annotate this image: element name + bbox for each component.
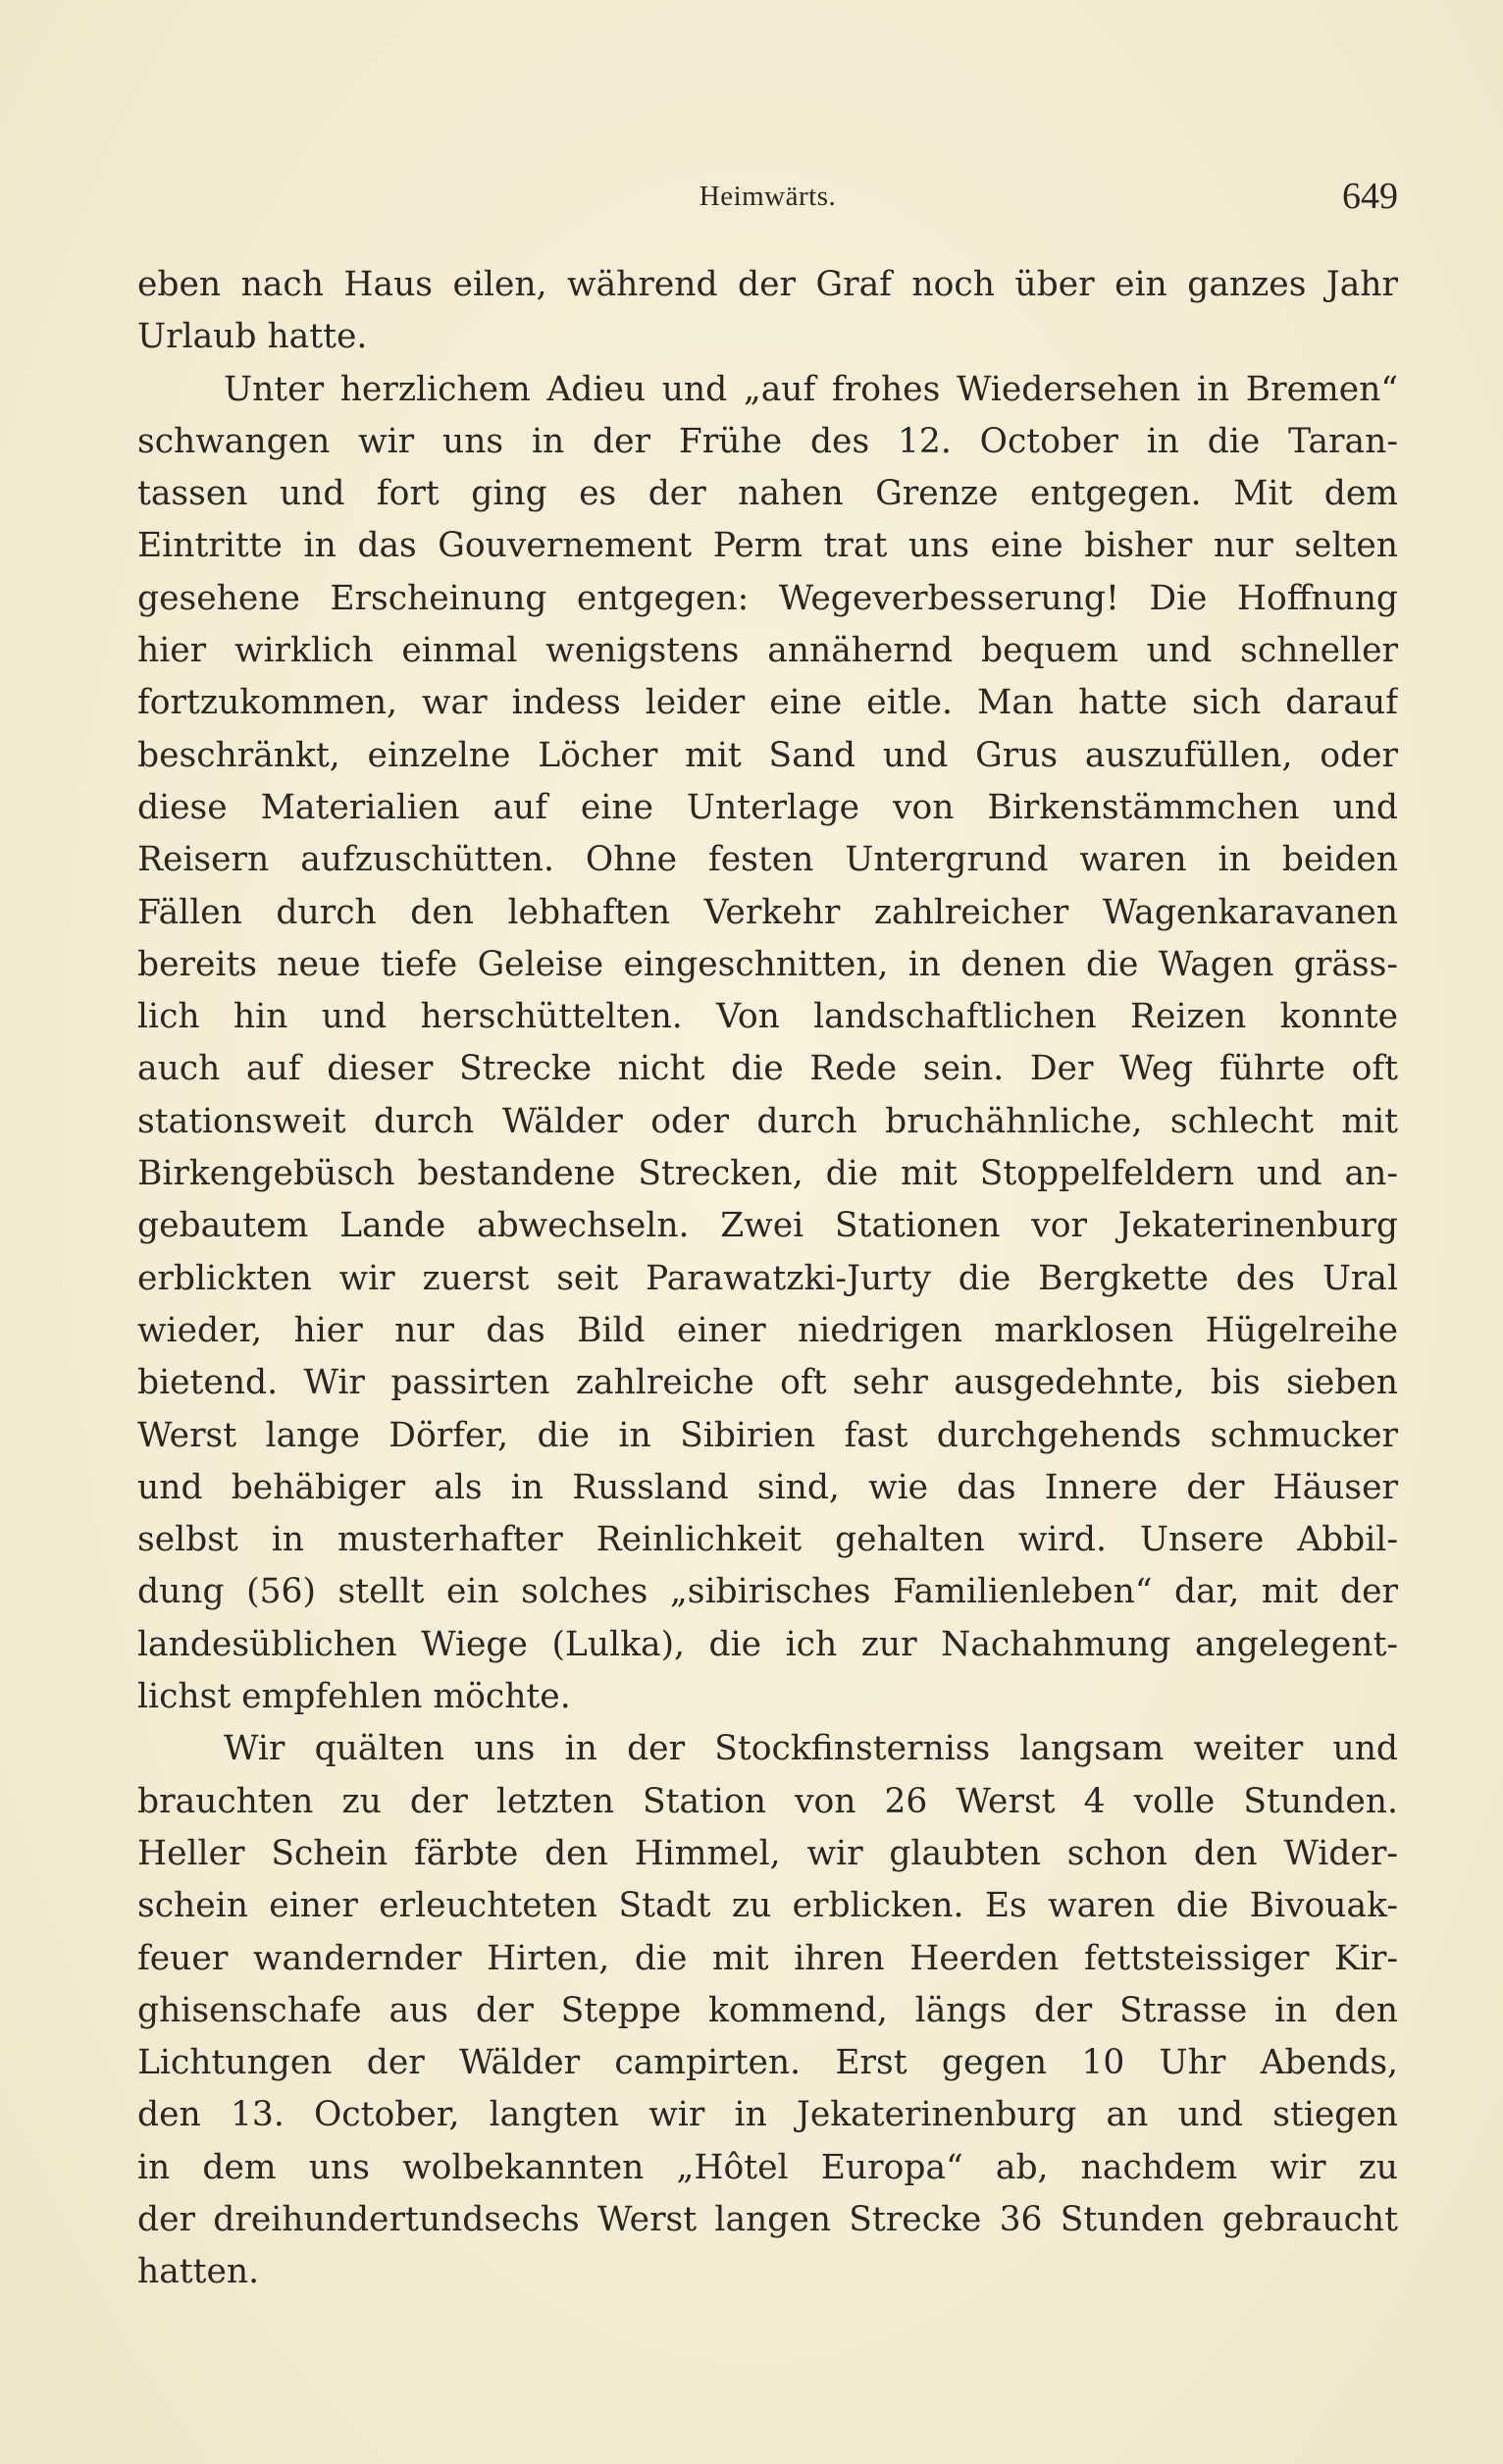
text-line: schein einer erleuchteten Stadt zu erblicken. Es waren die Bivouak- xyxy=(137,1886,1398,1926)
text-line: gebautem Lande abwechseln. Zwei Stationen vor Jekaterinenburg xyxy=(137,1206,1398,1246)
text-line: lichst empfehlen möchte. xyxy=(137,1677,571,1717)
text-line: Wir quälten uns in der Stockfinsterniss langsam weiter und xyxy=(224,1729,1398,1769)
text-line: Unter herzlichem Adieu und „auf frohes Wiedersehen in Bremen“ xyxy=(224,369,1398,409)
text-line: auch auf dieser Strecke nicht die Rede sein. Der Weg führte oft xyxy=(137,1049,1398,1089)
paragraph-3 xyxy=(137,1723,1398,2298)
text-line: bereits neue tiefe Geleise eingeschnitten, in denen die Wagen gräss- xyxy=(137,944,1398,984)
text-line: den 13. October, langten wir in Jekaterinenburg an und stiegen xyxy=(137,2095,1398,2135)
text-line: Birkengebüsch bestandene Strecken, die mit Stoppelfeldern und an- xyxy=(137,1154,1398,1194)
text-line: eben nach Haus eilen, während der Graf noch über ein ganzes Jahr xyxy=(137,265,1398,304)
text-line: beschränkt, einzelne Löcher mit Sand und Grus auszufüllen, oder xyxy=(137,735,1398,775)
text-line: in dem uns wolbekannten „Hôtel Europa“ ab, nachdem wir zu xyxy=(137,2147,1398,2187)
text-line: diese Materialien auf eine Unterlage von Birkenstämmchen und xyxy=(137,787,1398,827)
text-line: bietend. Wir passirten zahlreiche oft sehr ausgedehnte, bis sieben xyxy=(137,1363,1398,1403)
text-line: schwangen wir uns in der Frühe des 12. October in die Taran- xyxy=(137,421,1398,461)
text-line: und behäbiger als in Russland sind, wie das Innere der Häuser xyxy=(137,1467,1398,1507)
text-line: Fällen durch den lebhaften Verkehr zahlreicher Wagenkaravanen xyxy=(137,892,1398,932)
text-line: Urlaub hatte. xyxy=(137,317,368,357)
body-text xyxy=(137,259,1398,2299)
paragraph-2 xyxy=(137,364,1398,1724)
text-line: Werst lange Dörfer, die in Sibirien fast durchgehends schmucker xyxy=(137,1415,1398,1455)
text-line: gesehene Erscheinung entgegen: Wegeverbesserung! Die Hoffnung xyxy=(137,578,1398,618)
page-header xyxy=(137,175,1398,224)
text-line: brauchten zu der letzten Station von 26 Werst 4 volle Stunden. xyxy=(137,1781,1398,1821)
text-line: der dreihundertundsechs Werst langen Strecke 36 Stunden gebraucht xyxy=(137,2199,1398,2239)
text-line: tassen und fort ging es der nahen Grenze entgegen. Mit dem xyxy=(137,474,1398,514)
text-line: erblickten wir zuerst seit Parawatzki-Jurty die Bergkette des Ural xyxy=(137,1258,1398,1298)
text-line: feuer wandernder Hirten, die mit ihren Heerden fettsteissiger Kir- xyxy=(137,1938,1398,1978)
text-line: dung (56) stellt ein solches „sibirisches Familienleben“ dar, mit der xyxy=(137,1572,1398,1612)
text-line: Lichtungen der Wälder campirten. Erst gegen 10 Uhr Abends, xyxy=(137,2043,1398,2083)
text-line: selbst in musterhafter Reinlichkeit gehalten wird. Unsere Abbil- xyxy=(137,1520,1398,1560)
text-line: landesüblichen Wiege (Lulka), die ich zur Nachahmung angelegent- xyxy=(137,1624,1398,1664)
text-line: Reisern aufzuschütten. Ohne festen Untergrund waren in beiden xyxy=(137,840,1398,880)
paragraph-1 xyxy=(137,259,1398,364)
text-line: Heller Schein färbte den Himmel, wir glaubten schon den Wider- xyxy=(137,1833,1398,1873)
text-line: fortzukommen, war indess leider eine eitle. Man hatte sich darauf xyxy=(137,683,1398,723)
page-number: 649 xyxy=(1342,176,1398,217)
text-line: Eintritte in das Gouvernement Perm trat uns eine bisher nur selten xyxy=(137,526,1398,566)
text-line: lich hin und herschüttelten. Von landschaftlichen Reizen konnte xyxy=(137,997,1398,1037)
text-line: wieder, hier nur das Bild einer niedrigen marklosen Hügelreihe xyxy=(137,1310,1398,1350)
text-line: ghisenschafe aus der Steppe kommend, längs der Strasse in den xyxy=(137,1990,1398,2030)
text-line: stationsweit durch Wälder oder durch bruchähnliche, schlecht mit xyxy=(137,1101,1398,1141)
running-head: Heimwärts. xyxy=(699,181,837,212)
text-line: hatten. xyxy=(137,2252,260,2292)
text-line: hier wirklich einmal wenigstens annähernd bequem und schneller xyxy=(137,631,1398,671)
